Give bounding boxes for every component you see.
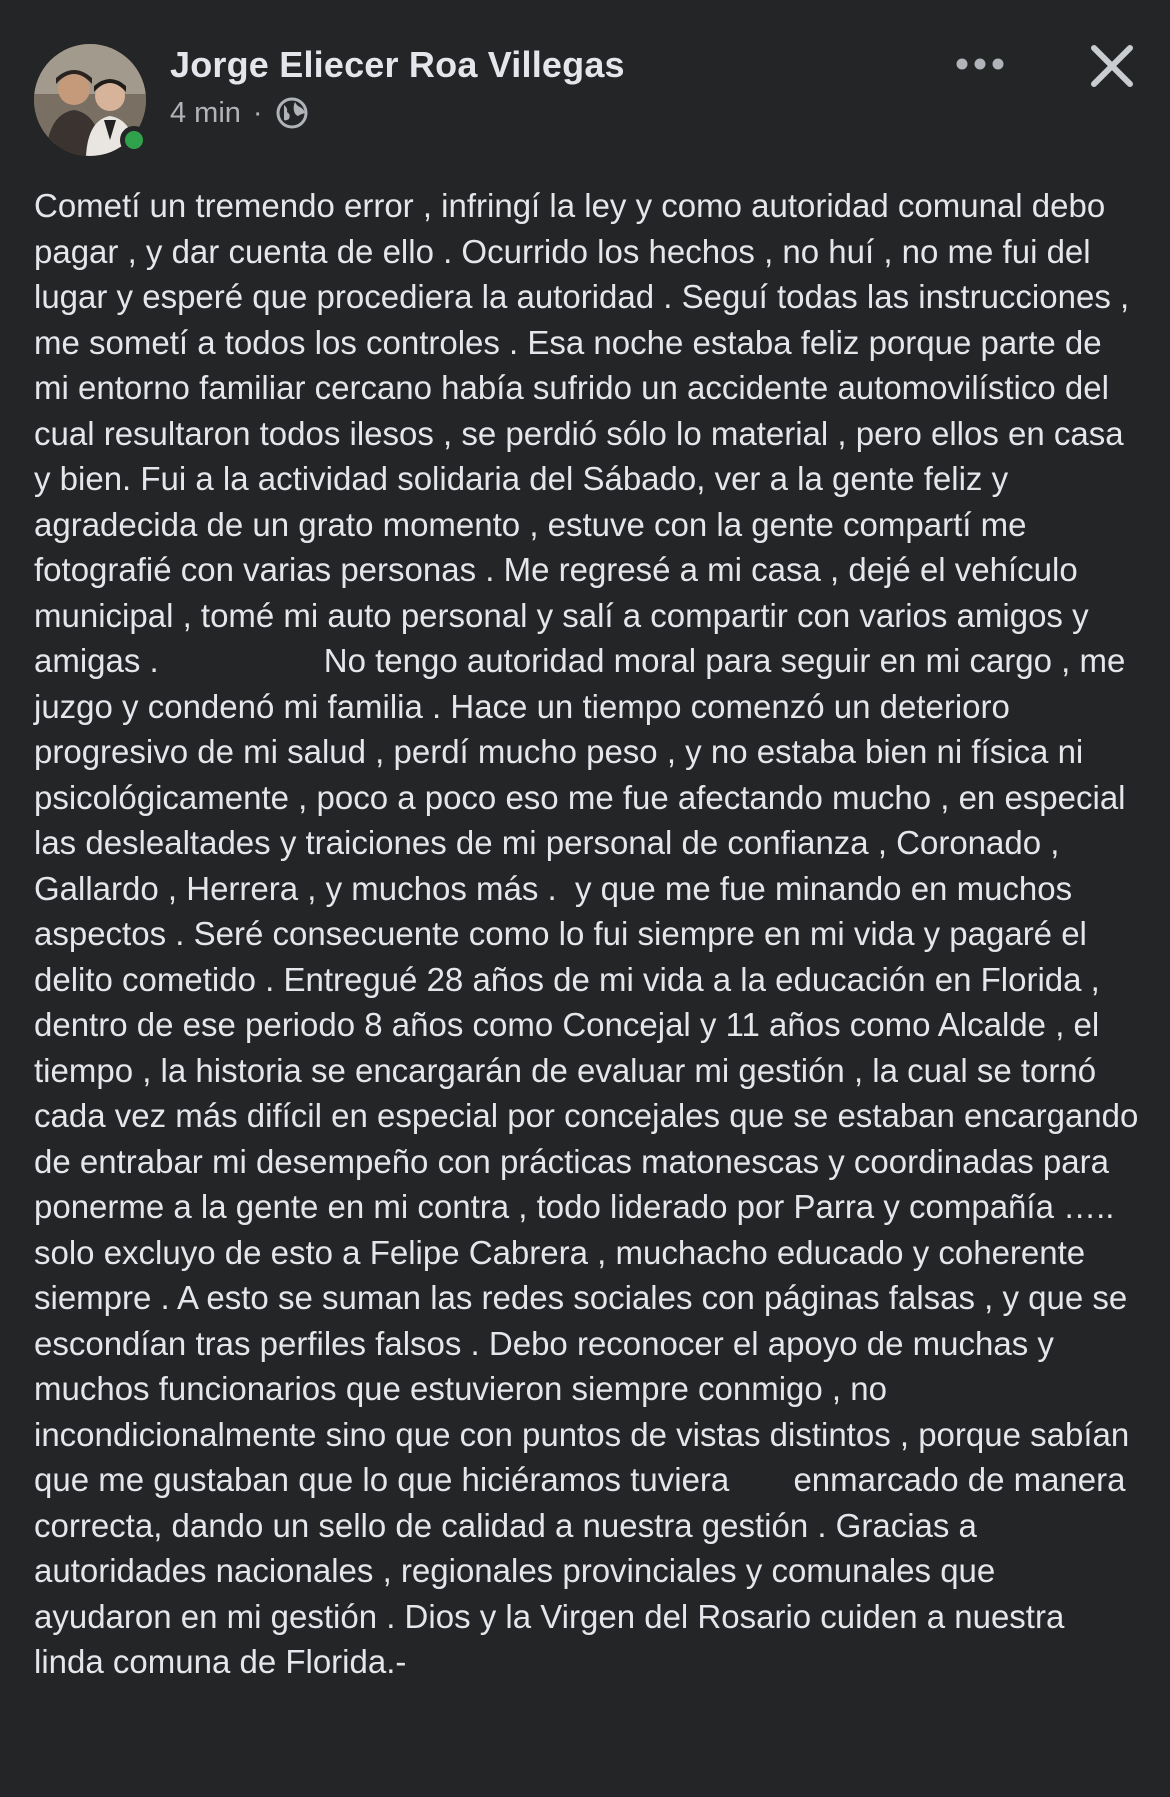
post-body-text: Cometí un tremendo error , infringí la ley y como autoridad comunal debo pagar , y dar cuenta de ello . Ocurrido los hechos , no huí , no me fui del lugar y esperé que procediera la autoridad . Seguí todas las instrucciones , me sometí a todos los controles . Esa noche estaba feliz porque parte de mi entorno familiar cercano había sufrido un accidente automovilístico del cual resultaron todos ilesos , se perdió sólo lo material , pero ellos en casa y bien. Fui a la actividad solidaria del Sábado, ver a la gente feliz y agradecida de un grato momento , estuve con la gente compartí me fotografié con varias personas . Me regresé a mi casa , dejé el vehículo municipal , tomé mi auto personal y salí a compartir con varios amigos y amigas . No tengo autoridad moral para seguir en mi cargo , me juzgo y condenó mi familia . Hace un tiempo comenzó un deterioro progresivo de mi salud , perdí mucho peso , y no estaba bien ni física ni psicológicamente , poco a poco eso me fue afectando mucho , en especial las deslealtades y traiciones de mi personal de confianza , Coronado , Gallardo , Herrera , y muchos más . y que me fue minando en muchos aspectos . Seré consecuente como lo fui siempre en mi vida y pagaré el delito cometido . Entregué 28 años de mi vida a la educación en Florida , dentro de ese periodo 8 años como Concejal y 11 años como Alcalde , el tiempo , la historia se encargarán de evaluar mi gestión , la cual se tornó cada vez más difícil en especial por concejales que se estaban encargando de entrabar mi desempeño con prácticas matonescas y coordinadas para ponerme a la gente en mi contra , todo liderado por Parra y compañía ….. solo excluyo de esto a Felipe Cabrera , muchacho educado y coherente siempre . A esto se suman las redes sociales con páginas falsas , y que se escondían tras perfiles falsos . Debo reconocer el apoyo de muchas y muchos funcionarios que estuvieron siempre conmigo , no incondicionalmente sino que con puntos de vistas distintos , porque sabían que me gustaban que lo que hiciéramos tuviera enmarcado de manera correcta, dando un sello de calidad a nuestra gestión . Gracias a autoridades nacionales , regionales provinciales y comunales que ayudaron en mi gestión . Dios y la Virgen del Rosario cuiden a nuestra linda comuna de Florida.-: [34, 187, 1148, 1680]
author-avatar[interactable]: [34, 44, 146, 156]
online-status-dot: [120, 126, 148, 154]
post-meta: [170, 96, 309, 130]
author-name[interactable]: Jorge Eliecer Roa Villegas: [170, 44, 625, 85]
globe-icon[interactable]: [275, 96, 309, 130]
more-options-icon[interactable]: [950, 42, 1010, 86]
post-timestamp[interactable]: 4 min: [170, 96, 241, 129]
meta-separator: ·: [252, 96, 263, 129]
post-header: [0, 0, 1170, 160]
close-icon[interactable]: [1086, 40, 1138, 92]
